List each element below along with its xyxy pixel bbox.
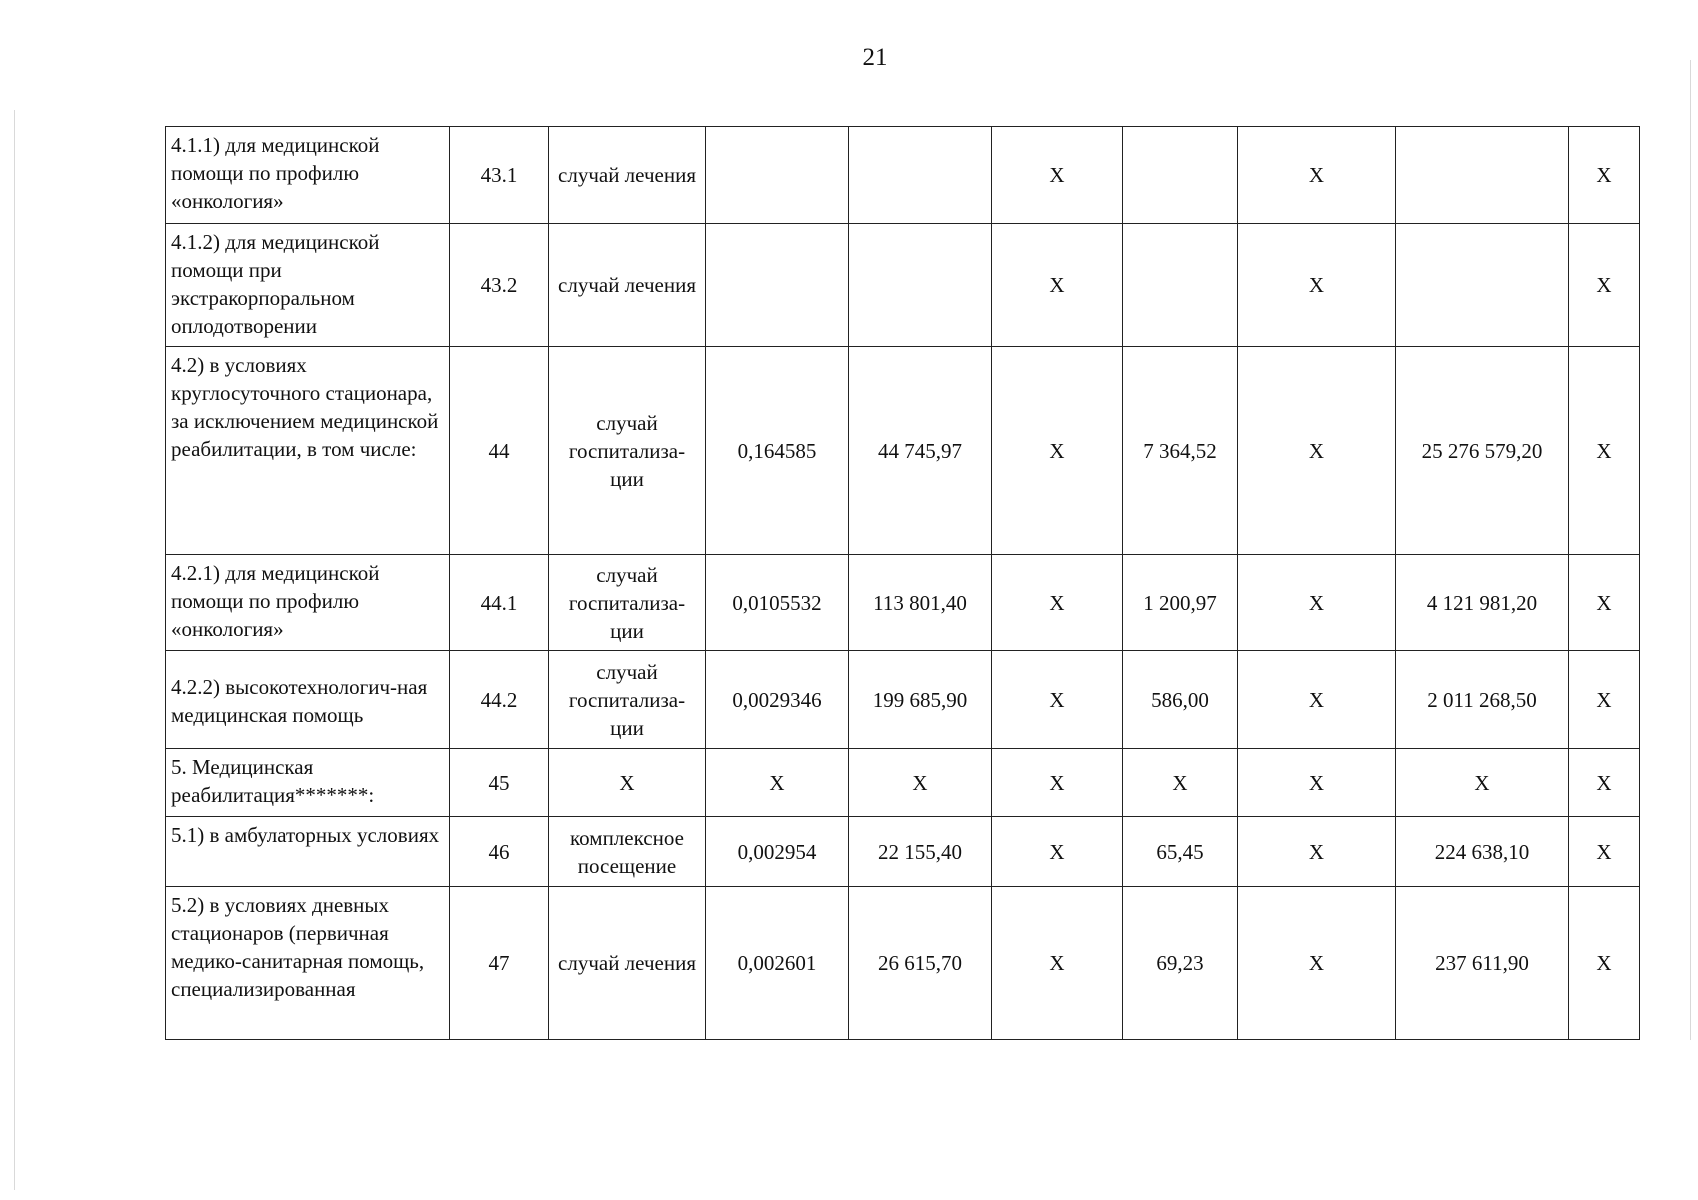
value-cell: X: [1238, 127, 1396, 224]
value-cell: X: [1569, 224, 1640, 347]
value-cell: 22 155,40: [849, 817, 992, 887]
row-label-cell: 4.2.1) для медицинской помощи по профилю «онкология»: [166, 555, 450, 651]
value-cell: 0,002601: [706, 887, 849, 1040]
unit-cell: X: [549, 749, 706, 817]
value-cell: X: [1569, 887, 1640, 1040]
value-cell: 0,0105532: [706, 555, 849, 651]
value-cell: 7 364,52: [1123, 347, 1238, 555]
table-row: [166, 817, 1640, 887]
value-cell: X: [1569, 127, 1640, 224]
value-cell: X: [1238, 887, 1396, 1040]
unit-cell: случай лечения: [549, 887, 706, 1040]
table-row: [166, 555, 1640, 651]
row-label-cell: 4.2) в условиях круглосуточного стационара, за исключением медицинской реабилитации, в том числе:: [166, 347, 450, 555]
table-row: [166, 224, 1640, 347]
value-cell: [1396, 127, 1569, 224]
value-cell: [1123, 127, 1238, 224]
table-row: [166, 749, 1640, 817]
value-cell: X: [1238, 749, 1396, 817]
value-cell: 0,164585: [706, 347, 849, 555]
line-number-cell: 44.2: [450, 651, 549, 749]
row-label-cell: 4.2.2) высокотехнологич-ная медицинская помощь: [166, 651, 450, 749]
value-cell: X: [992, 555, 1123, 651]
value-cell: X: [992, 817, 1123, 887]
table-row: [166, 651, 1640, 749]
line-number-cell: 43.2: [450, 224, 549, 347]
value-cell: [706, 127, 849, 224]
unit-cell: случай лечения: [549, 127, 706, 224]
value-cell: X: [1238, 224, 1396, 347]
value-cell: X: [992, 651, 1123, 749]
scan-edge-left: [14, 110, 15, 1190]
value-cell: [849, 127, 992, 224]
table-body: [166, 127, 1640, 1040]
value-cell: [1396, 224, 1569, 347]
value-cell: 26 615,70: [849, 887, 992, 1040]
value-cell: X: [992, 887, 1123, 1040]
line-number-cell: 44.1: [450, 555, 549, 651]
value-cell: X: [1569, 347, 1640, 555]
page-number: 21: [862, 44, 888, 71]
value-cell: 237 611,90: [1396, 887, 1569, 1040]
value-cell: 224 638,10: [1396, 817, 1569, 887]
value-cell: 2 011 268,50: [1396, 651, 1569, 749]
value-cell: 0,0029346: [706, 651, 849, 749]
value-cell: X: [1238, 651, 1396, 749]
value-cell: X: [992, 127, 1123, 224]
value-cell: 1 200,97: [1123, 555, 1238, 651]
unit-cell: случай лечения: [549, 224, 706, 347]
value-cell: X: [992, 749, 1123, 817]
value-cell: X: [1238, 347, 1396, 555]
value-cell: X: [1396, 749, 1569, 817]
value-cell: 25 276 579,20: [1396, 347, 1569, 555]
value-cell: 4 121 981,20: [1396, 555, 1569, 651]
line-number-cell: 43.1: [450, 127, 549, 224]
value-cell: [1123, 224, 1238, 347]
tariff-table: [165, 126, 1640, 1040]
table-row: [166, 347, 1640, 555]
line-number-cell: 46: [450, 817, 549, 887]
scan-edge-right: [1690, 60, 1691, 1040]
value-cell: X: [1238, 817, 1396, 887]
value-cell: X: [1569, 817, 1640, 887]
unit-cell: комплексное посещение: [549, 817, 706, 887]
value-cell: X: [706, 749, 849, 817]
value-cell: X: [992, 347, 1123, 555]
row-label-cell: 5.2) в условиях дневных стационаров (первичная медико-санитарная помощь, специализированная: [166, 887, 450, 1040]
row-label-cell: 5.1) в амбулаторных условиях: [166, 817, 450, 887]
unit-cell: случай госпитализа-ции: [549, 555, 706, 651]
line-number-cell: 45: [450, 749, 549, 817]
unit-cell: случай госпитализа-ции: [549, 651, 706, 749]
line-number-cell: 44: [450, 347, 549, 555]
value-cell: [849, 224, 992, 347]
row-label-cell: 4.1.2) для медицинской помощи при экстракорпоральном оплодотворении: [166, 224, 450, 347]
value-cell: [706, 224, 849, 347]
line-number-cell: 47: [450, 887, 549, 1040]
value-cell: 199 685,90: [849, 651, 992, 749]
value-cell: X: [1123, 749, 1238, 817]
value-cell: 113 801,40: [849, 555, 992, 651]
value-cell: 65,45: [1123, 817, 1238, 887]
value-cell: 44 745,97: [849, 347, 992, 555]
value-cell: X: [992, 224, 1123, 347]
value-cell: 69,23: [1123, 887, 1238, 1040]
value-cell: 586,00: [1123, 651, 1238, 749]
value-cell: X: [1238, 555, 1396, 651]
row-label-cell: 5. Медицинская реабилитация*******:: [166, 749, 450, 817]
unit-cell: случай госпитализа-ции: [549, 347, 706, 555]
value-cell: X: [1569, 555, 1640, 651]
row-label-cell: 4.1.1) для медицинской помощи по профилю «онкология»: [166, 127, 450, 224]
value-cell: X: [849, 749, 992, 817]
value-cell: X: [1569, 749, 1640, 817]
table-row: [166, 127, 1640, 224]
value-cell: X: [1569, 651, 1640, 749]
table-row: [166, 887, 1640, 1040]
value-cell: 0,002954: [706, 817, 849, 887]
